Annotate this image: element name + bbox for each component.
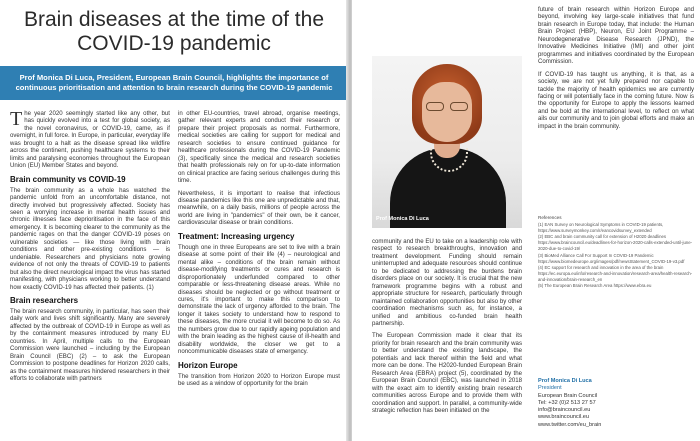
left-column-b — [178, 110, 340, 393]
reference-item: (1) EAN Survey on Neurological Symptoms in COVID-19 patients, https://www.surveymonkey.com/r/eancovidsurvey_extended — [538, 222, 664, 234]
intro-paragraph — [10, 110, 170, 170]
heading-brain-community: Brain community vs COVID-19 — [10, 174, 126, 184]
title-line-2: COVID-19 pandemic — [77, 32, 271, 55]
paragraph-colb-1: in other EU-countries, travel abroad, organise meetings, gather relevant experts and conduct their research or prepare their project proposals as normal. Furthermore, medical societies are calling for support for medical and research societies to ensure continued guidance for healthcare professionals during the COVID-19 Pandemic (3), specifically since the medical and research societies that health professionals rely on for up-to-date information on clinical practice are facing serious challenges during this time. — [178, 110, 340, 185]
paragraph-right-4: If COVID-19 has taught us anything, it is that, as a society, we are not yet fully prepared nor capable to tackle the majority of health epidemics we are currently facing or will potentially face in the coming future. Now is the opportunity for Europe to apply the lessons learned and be bold at the international level, to reflect on what ails our community and to join global efforts and make an impact in the brain community. — [538, 70, 694, 130]
paragraph-horizon: The transition from Horizon 2020 to Horizon Europe must be used as a window of opportunity for the brain — [178, 372, 340, 388]
right-page — [352, 0, 700, 441]
reference-item: (3) BioMed Alliance Call For Support In COVID-19 Pandemic https://www.biomedeurope.org/images/pdf/newsStatement_COVID-19-v3.pdf — [538, 252, 685, 264]
reference-item: (4) EC support for research and innovation in the area of the brain https://ec.europa.eu/info/research-and-innovation/research-area/health-research-and-innovation/brain-research_en — [538, 264, 693, 282]
photo-caption: Prof Monica Di Luca — [376, 216, 429, 222]
intro-text: he year 2020 seemingly started like any other, but has quickly evolved into a test for global society, as the novel coronavirus, or COVID-19, came, as if overnight, in full force. In Europe, in particular, everyday life was brought to a halt as the disease spread like wildfire across the continent, pushing healthcare systems to their limits and paralysing economies throughout the European Union (EU) Member States and beyond. — [10, 110, 170, 170]
contact-twitter[interactable]: www.twitter.com/eu_brain — [538, 421, 602, 428]
references — [538, 215, 694, 289]
drop-cap: T — [10, 108, 23, 130]
references-heading: References — [538, 215, 562, 220]
paragraph-brain-community: The brain community as a whole has watched the pandemic unfold from an uncomfortable distance, not directly involved but progressively affected. Society has seen a worrying increase in mental health issues and chronic illnesses face deprioritisation in the face of this emergency. It is becoming clearer to the community as the pandemic rages on that the danger COVID-19 poses on vulnerable societies — like those living with brain conditions and other pre-existing conditions — is undeniable. Researchers and physicians note growing evidence of not only the threats of COVID-19 to patients but also the direct neurological impact the virus has started manifesting, with physicians working to better understand how exactly COVID-19 has affected their patients. (1) — [10, 186, 170, 291]
contact-org: European Brain Council — [538, 392, 598, 399]
contact-website[interactable]: www.braincouncil.eu — [538, 414, 589, 421]
right-column-b — [538, 6, 694, 135]
paragraph-colb-2: Nevertheless, it is important to realise that infectious disease pandemics like this one are unpredictable and that, meanwhile, on a daily basis, millions of people across the world are living in "pandemics" of their own, be it cancer, cardiovascular disease or brain conditions. — [178, 189, 340, 227]
reference-item: (2) EBC and brain community call for extension of H2020 deadlines https://www.braincouncil.eu/deadlines-for-horizon-2020-calls-extended-until-june-2020-due-to-covid-19/ — [538, 234, 693, 252]
article-title — [0, 8, 348, 56]
contact-email[interactable]: info@braincouncil.eu — [538, 407, 591, 414]
heading-treatment: Treatment: Increasing urgency — [178, 231, 295, 241]
heading-brain-researchers: Brain researchers — [10, 295, 79, 305]
right-column-a — [372, 238, 522, 419]
paragraph-right-1: community and the EU to take on a leadership role with respect to research breakthroughs, innovation and treatment development. Funding should remain uninterrupted and adequate resources should continue to be dedicated to addressing the burdens brain disorders place on our society. It is crucial that the new framework programme begins with a robust and appropriate structure for research, particularly through maintained collaboration opportunities but also by other coordination mechanisms such as, for instance, a unified and ambitious co-funded brain health partnership. — [372, 238, 522, 327]
paragraph-right-2: The European Commission made it clear that its priority for brain research and the brain community was to better understand the existing landscape, the potentials and lack thereof within the field and what more can be done. The H2020-funded European Brain Research Area (EBRA) project (5), coordinated by the European Brain Council (EBC), was launched in 2018 with the exact aim to identify existing brain research communities across Europe and to provide them with coordination and support. In parallel, a community-wide strategic reflection has been initiated on the — [372, 332, 522, 414]
title-line-1: Brain diseases at the time of the — [24, 8, 324, 31]
reference-item: (5) The European Brain Research Area https://www.ebra.eu — [538, 283, 652, 289]
paragraph-right-3: future of brain research within Horizon Europe and beyond, involving key large-scale initiatives that fund brain research in Europe today, that include: the Human Brain Project (HBP), Neuron, EU Joint Programme – Neurodegenerative Disease Research (JPND), the Innovative Medicines Initiative (IMI) and other joint programmes and initiatives coordinated by the European Commission. — [538, 6, 694, 66]
contact-role: President — [538, 385, 562, 392]
article-subtitle: Prof Monica Di Luca, President, European Brain Council, highlights the importance of continuous prioritisation and attention to brain research during the COVID-19 pandemic — [15, 73, 333, 92]
contact-tel: Tel: +32 (0)2 513 27 57 — [538, 399, 596, 406]
contact-block — [538, 378, 694, 429]
left-column-a — [10, 110, 170, 388]
left-page — [0, 0, 348, 441]
contact-name: Prof Monica Di Luca — [538, 378, 592, 384]
heading-horizon-europe: Horizon Europe — [178, 360, 238, 370]
paragraph-treatment: Though one in three Europeans are set to live with a brain disease at some point of their life (4) – neurological and mental alike – conditions of the brain remain without disease-modifying treatments or cures and research is disproportionately underfunded compared to other comparable or less-threatening disease areas. While no diseases should be neglected or go without treatment or cures, it's important to make this comparison to demonstrate the lack of urgency afforded to the brain. The longer it takes society to understand how to respond to these diseases, the more crucial it will become to do so. As the numbers grow due to our rapidly ageing population and with the brain leading as the highest cause of ill-health and disability worldwide, the closer we get to a noncommunicable diseases state of emergency. — [178, 243, 340, 356]
author-photo — [372, 56, 522, 228]
paragraph-brain-researchers: The brain research community, in particular, has seen their daily work and lives shift significantly. Many are severely affected by the outbreak of COVID-19 in Europe as well as by the containment measures introduced by many EU countries. In April, multiple calls to the European Commission were launched – including by the European Brain Council (EBC) (2) – to ask the European Commission to postpone deadlines for Horizon 2020 calls, as the containment measures hindered researchers in their efforts to collaborate with partners — [10, 307, 170, 383]
subtitle-band — [0, 66, 348, 100]
